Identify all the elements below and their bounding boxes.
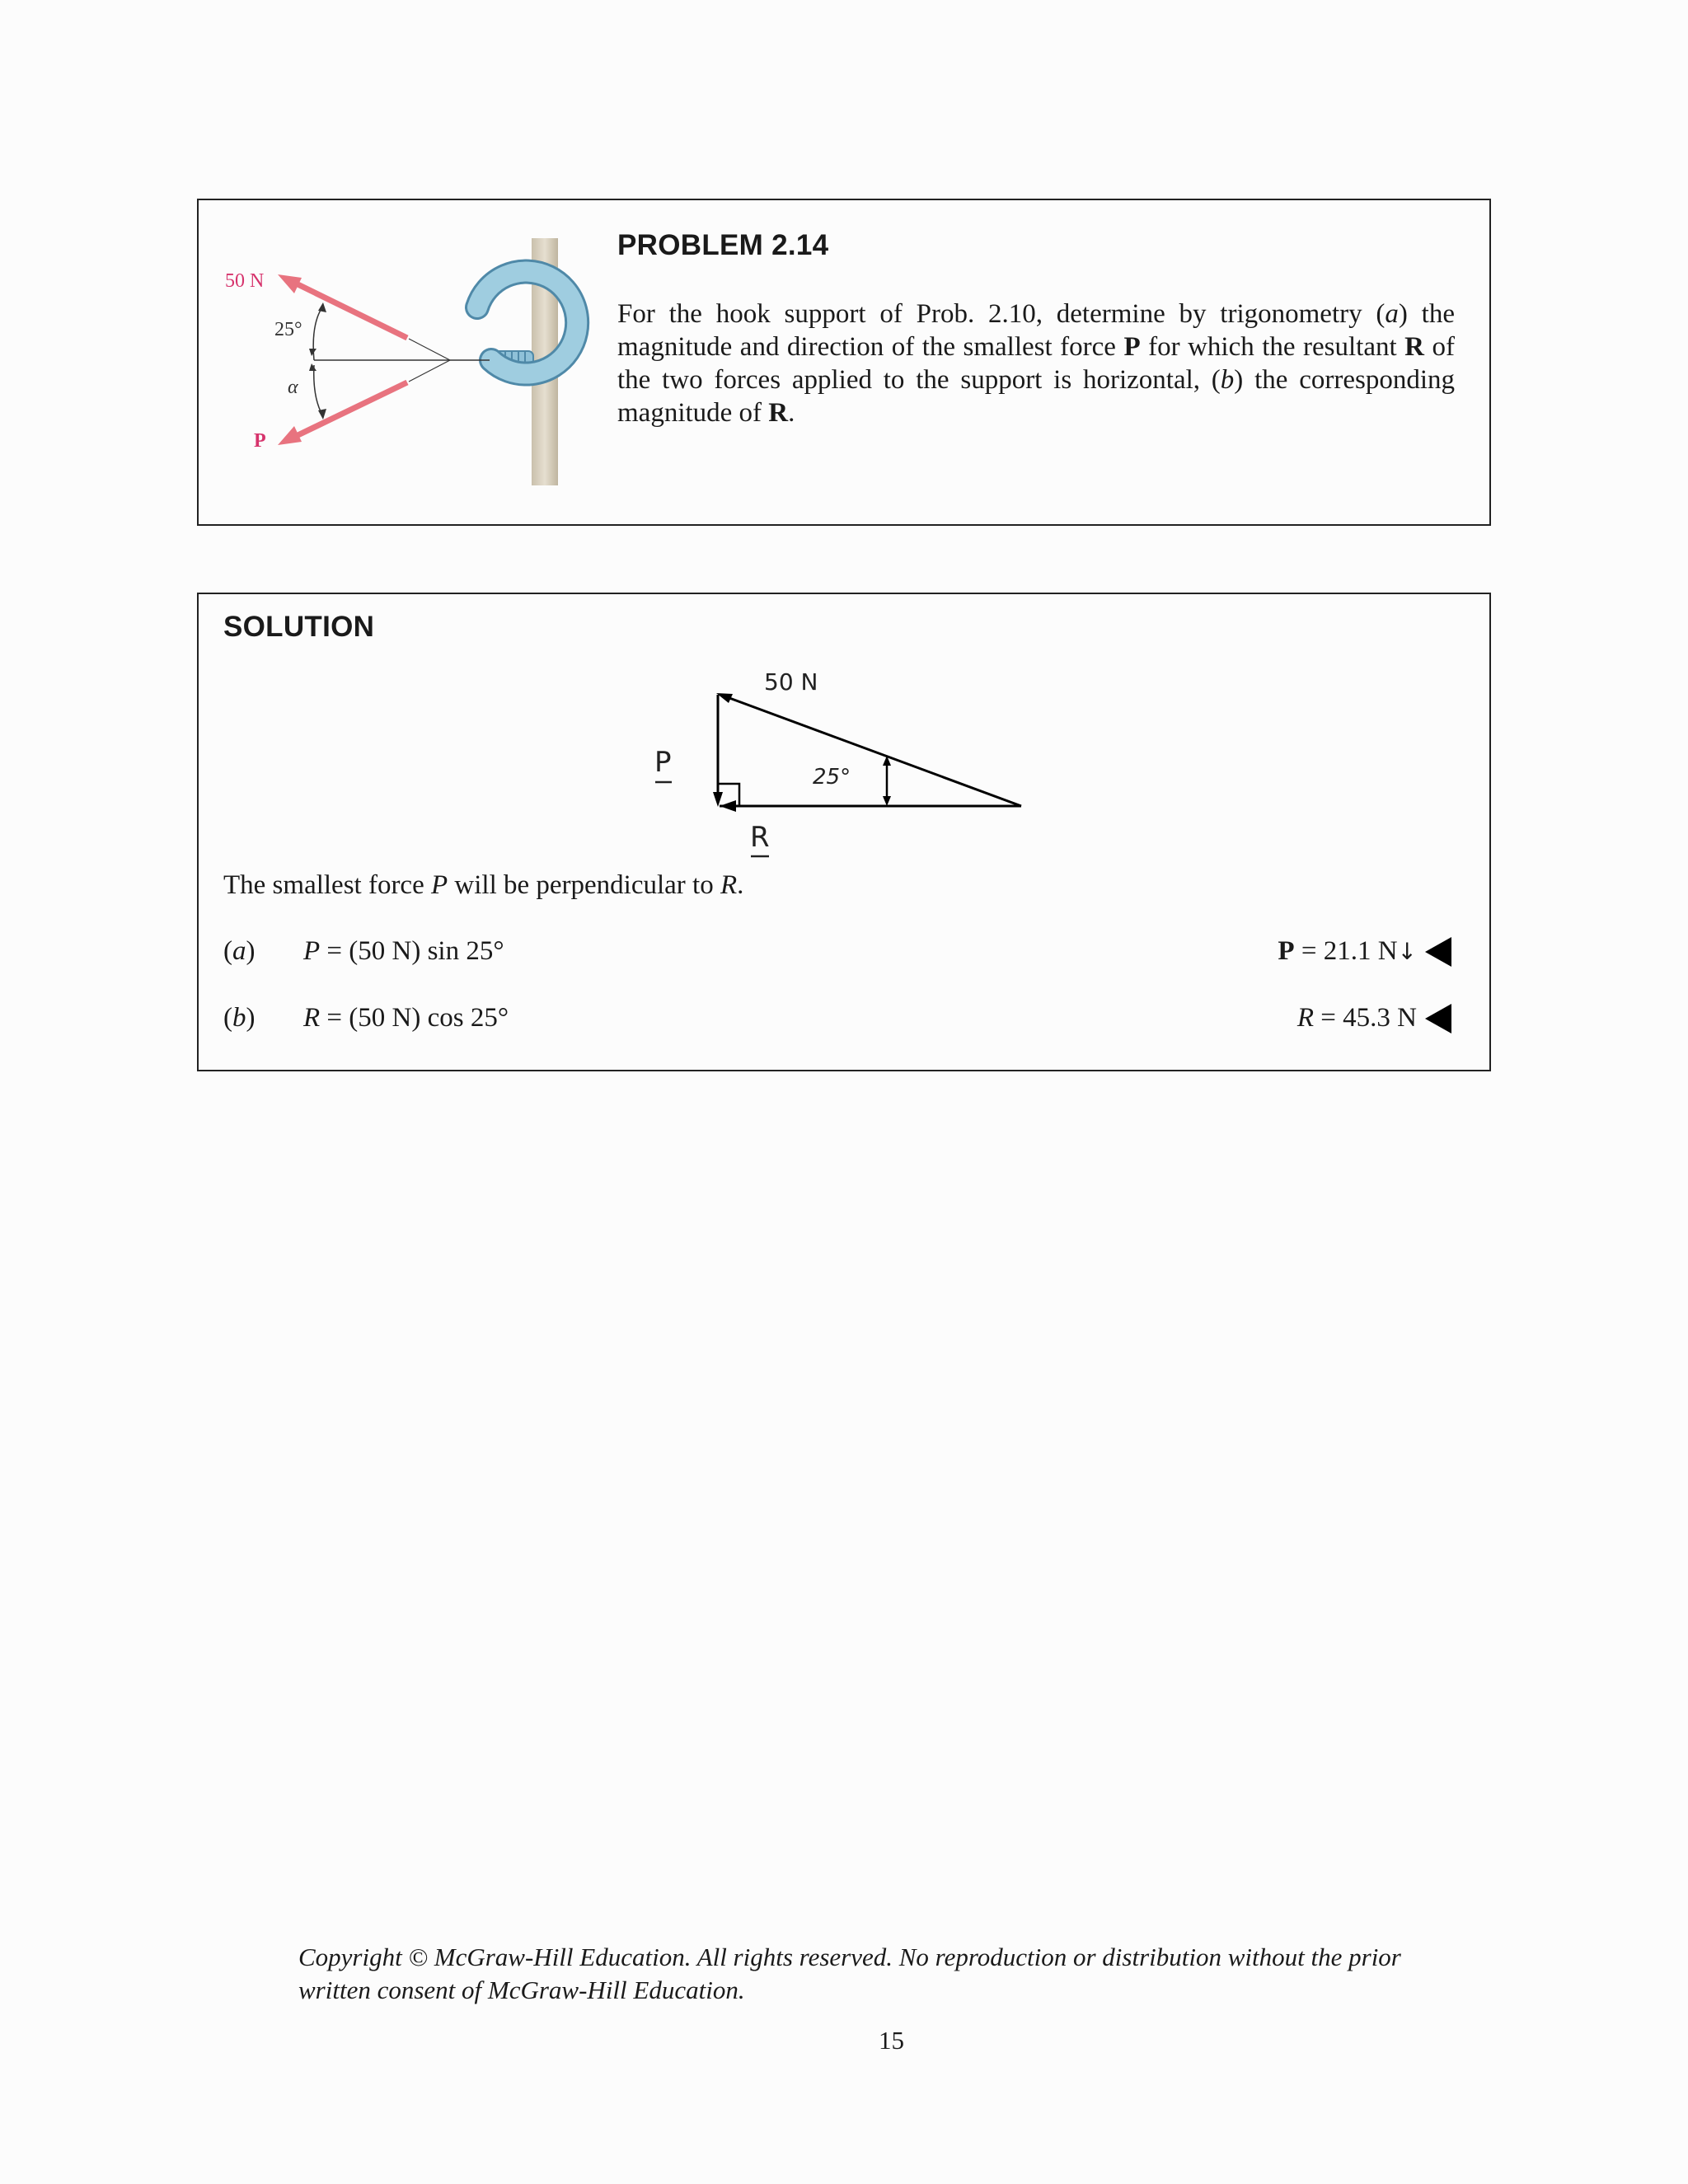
- page-number: 15: [879, 2026, 904, 2055]
- side-r: [720, 800, 1021, 812]
- side-p: [713, 695, 723, 807]
- copyright-notice: Copyright © McGraw-Hill Education. All rights reserved. No reproduction or distribution without the prior written consent of McGraw-Hill Education.: [298, 1943, 1401, 2004]
- sketch-label-p: P: [654, 746, 672, 779]
- solution-title: SOLUTION: [223, 611, 375, 643]
- sketch-label-r: R: [750, 821, 770, 854]
- force-label-50n: 50 N: [225, 270, 265, 292]
- sketch-label-50n: 50 N: [764, 668, 818, 696]
- part-a-label: (a): [223, 936, 256, 966]
- sketch-label-25: 25°: [813, 765, 851, 790]
- hook-support-figure: [199, 200, 603, 526]
- problem-statement: For the hook support of Prob. 2.10, determine by trigonometry (a) the magnitude and direction of the smallest force P for which the resultant R of the two forces applied to the support is horizontal, (b) the corresponding magnitude of R.: [617, 299, 1456, 428]
- part-b-equation: R = (50 N) cos 25°: [303, 1003, 509, 1033]
- angle-arc-top: [313, 306, 323, 360]
- problem-box: [197, 199, 1491, 526]
- angle-arc-bottom: [314, 365, 323, 416]
- angle-label-25: 25°: [274, 319, 302, 340]
- angle-indicator: [883, 756, 891, 806]
- solution-box: [197, 593, 1491, 1071]
- problem-title: PROBLEM 2.14: [617, 229, 829, 261]
- solution-statement: The smallest force P will be perpendicular to R.: [223, 870, 744, 900]
- answer-marker-icon: [1425, 937, 1451, 967]
- force-label-p: P: [254, 430, 266, 452]
- part-b-answer: R = 45.3 N: [1296, 1003, 1417, 1033]
- part-a-answer: P = 21.1 N↓: [1278, 936, 1417, 966]
- hypotenuse-50n: [716, 693, 1021, 806]
- part-a-equation: P = (50 N) sin 25°: [303, 936, 504, 966]
- part-b-label: (b): [223, 1003, 256, 1033]
- down-arrow-icon: ↓: [1397, 938, 1417, 965]
- angle-label-alpha: α: [288, 377, 298, 398]
- answer-marker-icon: [1425, 1004, 1451, 1033]
- force-triangle-sketch: [199, 594, 1489, 866]
